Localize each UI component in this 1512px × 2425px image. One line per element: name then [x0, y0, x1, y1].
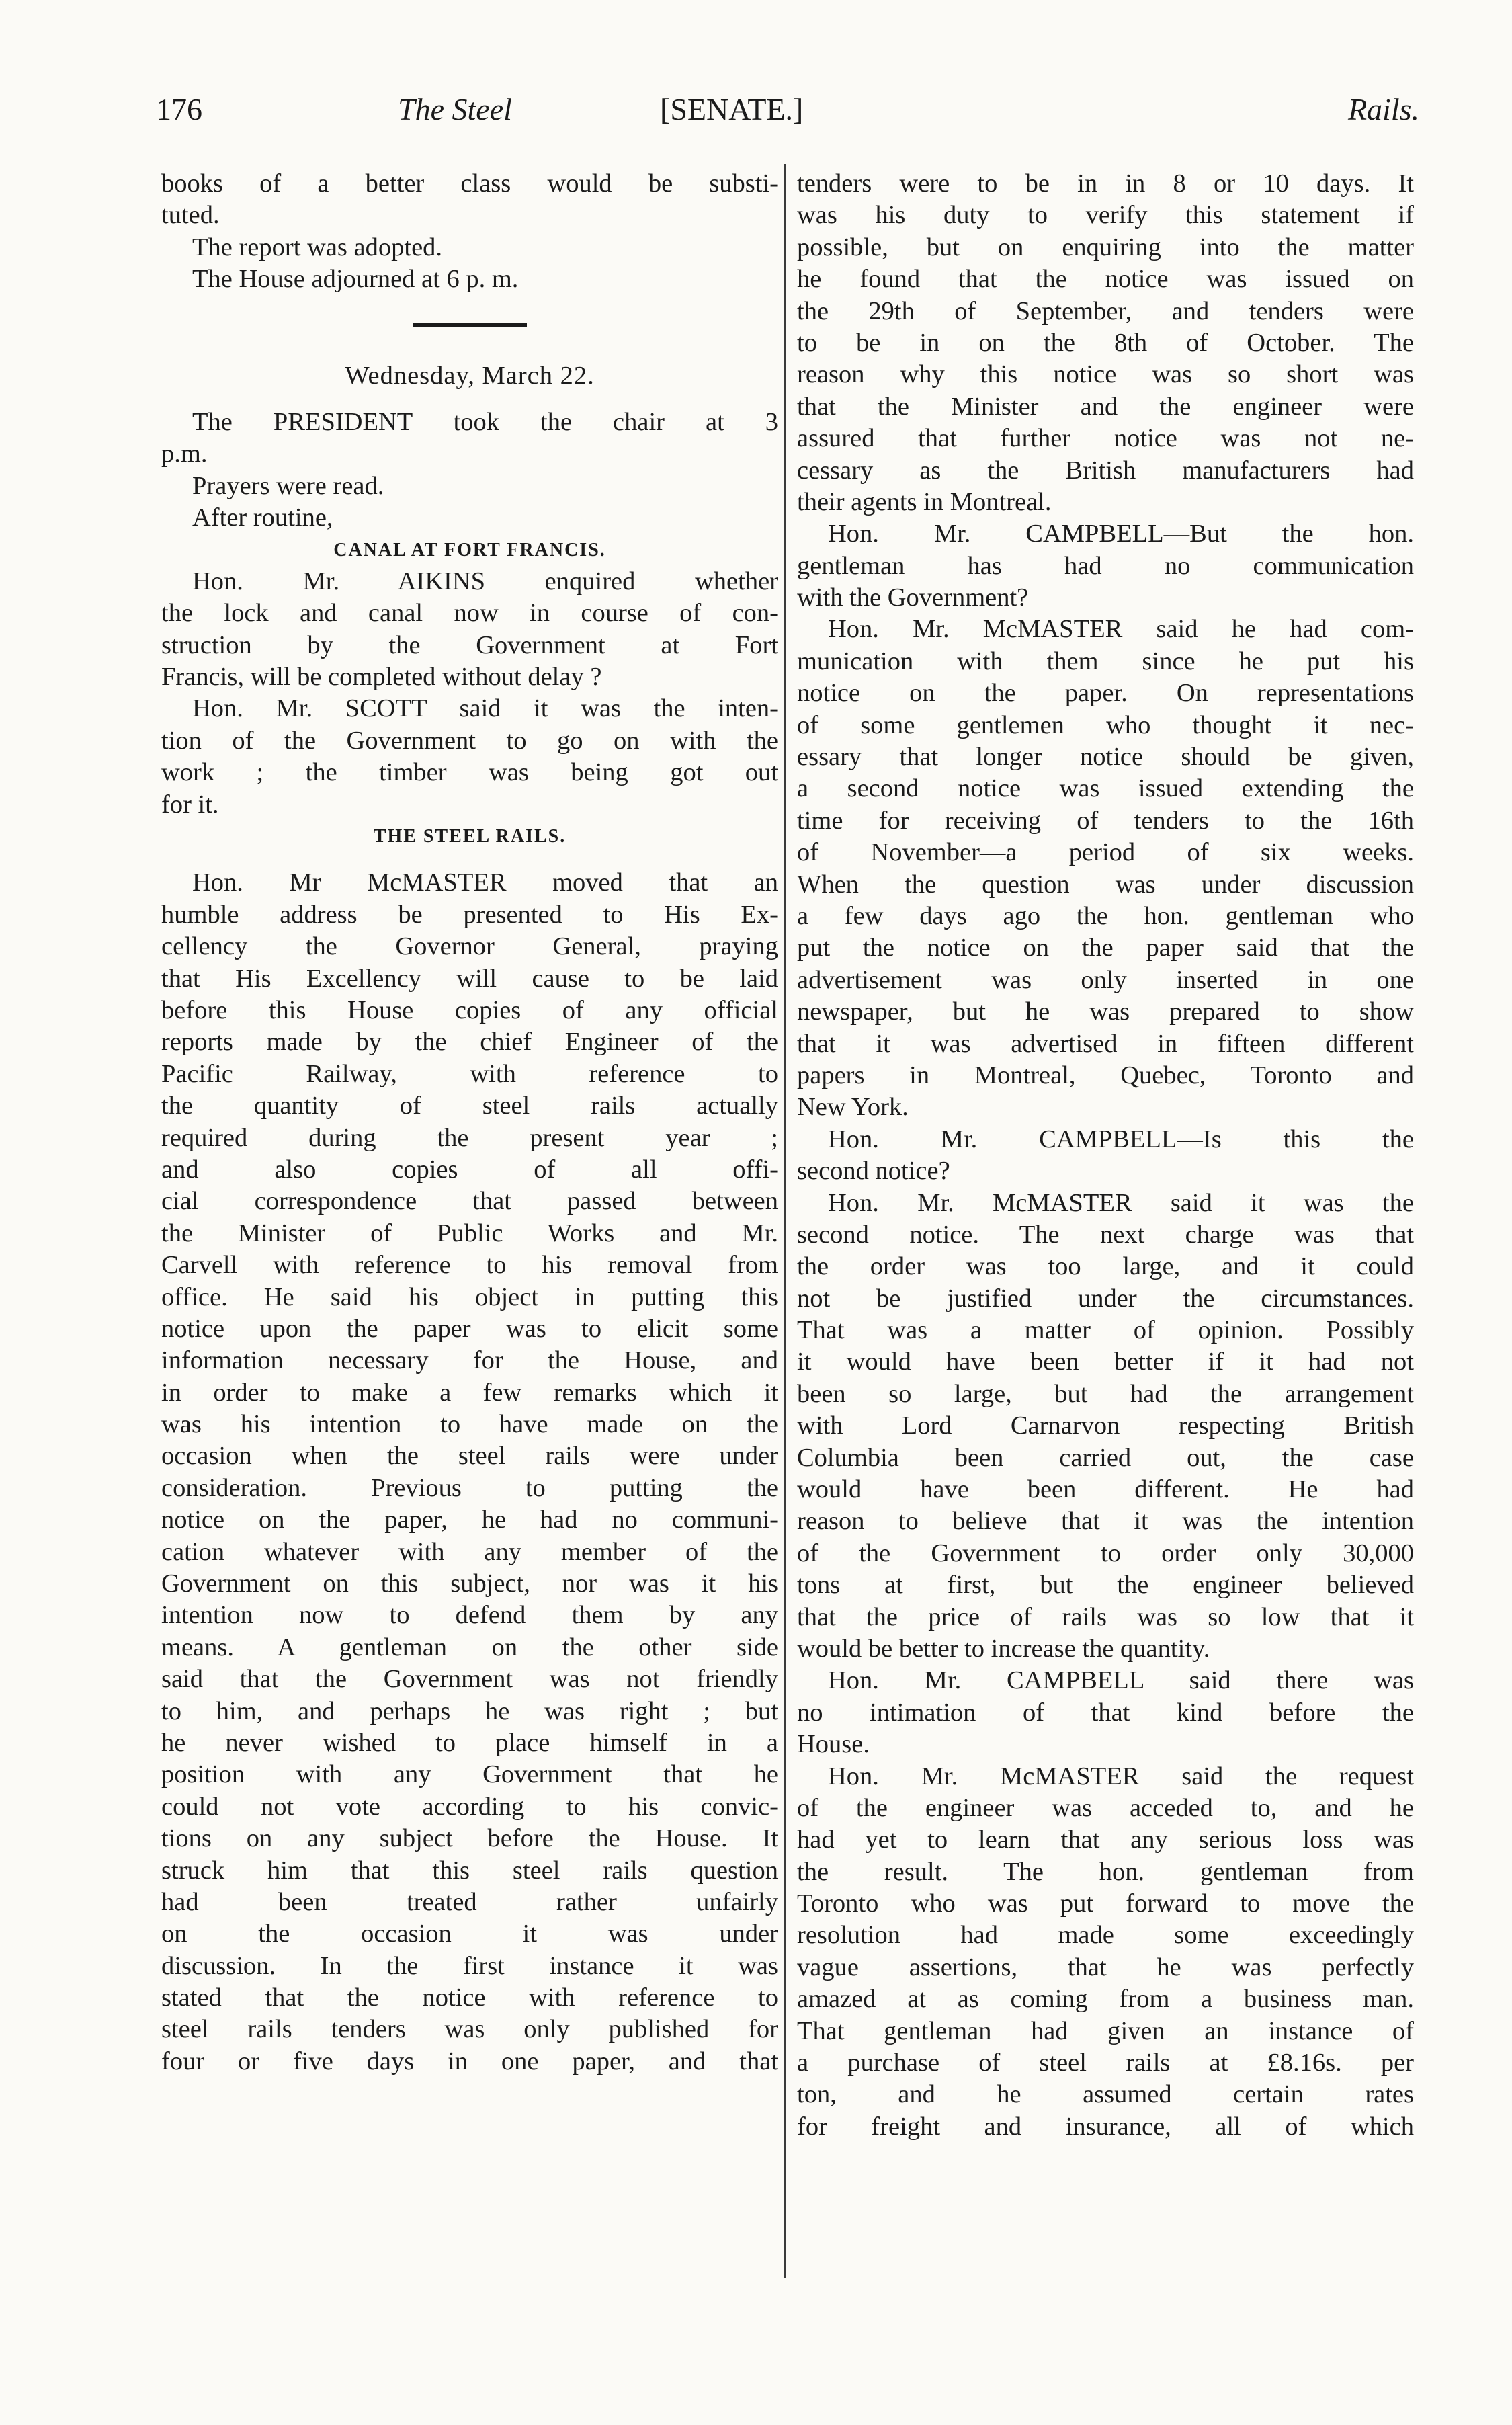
- text-line: After routine,: [192, 503, 333, 532]
- paragraph: [161, 566, 778, 694]
- text-line: struck him that this steel rails question: [161, 1856, 778, 1885]
- paragraph: [161, 263, 778, 295]
- text-line: Hon. Mr. CAMPBELL—Is this the: [828, 1124, 1414, 1153]
- text-line: notice on the paper. On representations: [797, 679, 1414, 708]
- text-line: Hon. Mr. CAMPBELL said there was: [828, 1666, 1414, 1695]
- paragraph: [161, 867, 778, 2078]
- text-line: Hon. Mr. McMASTER said it was the: [828, 1188, 1414, 1217]
- text-line: said that the Government was not friendly: [161, 1665, 778, 1694]
- right-column: [797, 168, 1414, 2143]
- text-line: discussion. In the first instance it was: [161, 1951, 778, 1980]
- text-line: a purchase of steel rails at £8.16s. per: [797, 2049, 1414, 2078]
- text-line: to be in on the 8th of October. The: [797, 328, 1414, 357]
- section-divider: [413, 323, 527, 327]
- text-line: would have been different. He had: [797, 1475, 1414, 1504]
- text-line: of the Government to order only 30,000: [797, 1538, 1414, 1567]
- text-line: When the question was under discussion: [797, 870, 1414, 899]
- text-line: Francis, will be completed without delay ?: [161, 663, 602, 692]
- paragraph: [161, 232, 778, 263]
- text-line: The House adjourned at 6 p. m.: [192, 265, 519, 294]
- text-line: Hon. Mr. CAMPBELL—But the hon.: [828, 520, 1414, 548]
- text-line: notice on the paper, he had no communi-: [161, 1506, 778, 1534]
- text-line: assured that further notice was not ne-: [797, 424, 1414, 453]
- text-line: of some gentlemen who thought it nec-: [797, 710, 1414, 739]
- page-header: [156, 91, 1419, 132]
- text-line: cessary as the British manufacturers had: [797, 456, 1414, 485]
- text-line: steel rails tenders was only published for: [161, 2015, 778, 2044]
- text-line: ton, and he assumed certain rates: [797, 2080, 1414, 2109]
- text-line: newspaper, but he was prepared to show: [797, 997, 1414, 1026]
- text-line: before this House copies of any official: [161, 995, 778, 1024]
- text-line: cation whatever with any member of the: [161, 1537, 778, 1566]
- text-line: to him, and perhaps he was right ; but: [161, 1696, 778, 1725]
- text-line: reason to believe that it was the intention: [797, 1507, 1414, 1536]
- text-line: New York.: [797, 1093, 909, 1122]
- text-line: p.m.: [161, 440, 208, 468]
- text-line: reports made by the chief Engineer of the: [161, 1028, 778, 1057]
- text-line: The report was adopted.: [192, 233, 443, 261]
- text-line: could not vote according to his convic-: [161, 1792, 778, 1821]
- text-line: reason why this notice was so short was: [797, 360, 1414, 389]
- text-line: office. He said his object in putting this: [161, 1282, 778, 1311]
- text-line: that the Minister and the engineer were: [797, 392, 1414, 421]
- paragraph: [797, 1188, 1414, 1666]
- text-line: for it.: [161, 790, 219, 819]
- text-line: Hon. Mr. SCOTT said it was the inten-: [192, 694, 778, 723]
- text-line: Toronto who was put forward to move the: [797, 1889, 1414, 1918]
- text-line: their agents in Montreal.: [797, 487, 1052, 516]
- text-line: vague assertions, that he was perfectly: [797, 1953, 1414, 1981]
- paragraph: [797, 1665, 1414, 1760]
- text-line: consideration. Previous to putting the: [161, 1473, 778, 1502]
- text-line: tenders were to be in in 8 or 10 days. It: [797, 169, 1414, 198]
- text-line: That gentleman had given an instance of: [797, 2016, 1414, 2045]
- text-line: Government on this subject, nor was it his: [161, 1569, 778, 1598]
- text-line: that His Excellency will cause to be laid: [161, 964, 778, 993]
- text-line: on the occasion it was under: [161, 1920, 778, 1948]
- section-heading: THE STEEL RAILS.: [373, 826, 566, 848]
- text-line: The PRESIDENT took the chair at 3: [192, 407, 778, 436]
- text-line: second notice. The next charge was that: [797, 1220, 1414, 1249]
- paragraph: [161, 168, 778, 232]
- text-line: would be better to increase the quantity.: [797, 1634, 1210, 1663]
- text-line: cellency the Governor General, praying: [161, 932, 778, 961]
- text-line: for freight and insurance, all of which: [797, 2112, 1414, 2141]
- paragraph: [161, 470, 778, 502]
- text-line: possible, but on enquiring into the matter: [797, 233, 1414, 261]
- paragraph: [161, 693, 778, 821]
- text-line: the quantity of steel rails actually: [161, 1092, 778, 1120]
- page-number: 176: [156, 92, 202, 126]
- text-line: no intimation of that kind before the: [797, 1698, 1414, 1727]
- text-line: Hon. Mr McMASTER moved that an: [192, 868, 778, 897]
- text-line: essary that longer notice should be given,: [797, 743, 1414, 772]
- text-line: had been treated rather unfairly: [161, 1887, 778, 1916]
- text-line: and also copies of all offi-: [161, 1155, 778, 1184]
- text-line: second notice?: [797, 1157, 950, 1186]
- text-line: that it was advertised in fifteen different: [797, 1029, 1414, 1058]
- text-line: Hon. Mr. McMASTER said the request: [828, 1762, 1414, 1791]
- text-line: Carvell with reference to his removal from: [161, 1251, 778, 1280]
- text-line: papers in Montreal, Quebec, Toronto and: [797, 1061, 1414, 1090]
- text-line: amazed at as coming from a business man.: [797, 1985, 1414, 2014]
- paragraph: [797, 518, 1414, 614]
- text-line: resolution had made some exceedingly: [797, 1921, 1414, 1950]
- text-line: gentleman has had no communication: [797, 551, 1414, 580]
- text-line: had yet to learn that any serious loss was: [797, 1825, 1414, 1854]
- text-line: That was a matter of opinion. Possibly: [797, 1316, 1414, 1345]
- text-line: in order to make a few remarks which it: [161, 1378, 778, 1407]
- text-line: with Lord Carnarvon respecting British: [797, 1411, 1414, 1440]
- text-line: tuted.: [161, 201, 220, 230]
- text-line: munication with them since he put his: [797, 647, 1414, 675]
- text-line: information necessary for the House, and: [161, 1346, 778, 1375]
- text-line: required during the present year ;: [161, 1123, 778, 1152]
- text-line: was his intention to have made on the: [161, 1410, 778, 1439]
- text-line: the Minister of Public Works and Mr.: [161, 1219, 778, 1247]
- text-line: Hon. Mr. AIKINS enquired whether: [192, 567, 778, 595]
- text-line: means. A gentleman on the other side: [161, 1633, 778, 1661]
- text-line: books of a better class would be substi-: [161, 169, 778, 198]
- paragraph: [161, 407, 778, 470]
- text-line: the result. The hon. gentleman from: [797, 1857, 1414, 1886]
- text-line: humble address be presented to His Ex-: [161, 900, 778, 929]
- text-line: that the price of rails was so low that it: [797, 1602, 1414, 1631]
- text-line: tion of the Government to go on with the: [161, 726, 778, 755]
- text-line: work ; the timber was being got out: [161, 758, 778, 787]
- paragraph: [797, 168, 1414, 518]
- text-line: put the notice on the paper said that the: [797, 934, 1414, 962]
- text-line: was his duty to verify this statement if: [797, 201, 1414, 230]
- text-line: with the Government?: [797, 583, 1029, 612]
- text-line: the order was too large, and it could: [797, 1252, 1414, 1281]
- text-line: notice upon the paper was to elicit some: [161, 1314, 778, 1343]
- text-line: four or five days in one paper, and that: [161, 2047, 778, 2075]
- text-line: tons at first, but the engineer believed: [797, 1571, 1414, 1600]
- running-title-right: Rails.: [1347, 92, 1419, 126]
- paragraph: [797, 614, 1414, 1123]
- text-line: it would have been better if it had not: [797, 1348, 1414, 1376]
- text-line: Hon. Mr. McMASTER said he had com-: [828, 615, 1414, 644]
- text-line: House.: [797, 1730, 870, 1759]
- text-line: stated that the notice with reference to: [161, 1983, 778, 2012]
- text-line: position with any Government that he: [161, 1760, 778, 1789]
- text-line: a few days ago the hon. gentleman who: [797, 901, 1414, 930]
- left-column: [161, 168, 778, 2078]
- text-line: cial correspondence that passed between: [161, 1187, 778, 1216]
- text-line: time for receiving of tenders to the 16th: [797, 806, 1414, 835]
- text-line: the 29th of September, and tenders were: [797, 296, 1414, 325]
- paragraph: [161, 502, 778, 534]
- text-line: occasion when the steel rails were under: [161, 1442, 778, 1471]
- spacer: [161, 852, 778, 867]
- text-line: advertisement was only inserted in one: [797, 965, 1414, 994]
- text-line: intention now to defend them by any: [161, 1601, 778, 1630]
- text-line: not be justified under the circumstances.: [797, 1284, 1414, 1313]
- sitting-date: Wednesday, March 22.: [345, 361, 595, 390]
- text-line: struction by the Government at Fort: [161, 630, 778, 659]
- text-line: he never wished to place himself in a: [161, 1728, 778, 1757]
- column-divider: [784, 164, 786, 2278]
- spacer: [161, 392, 778, 407]
- text-line: a second notice was issued extending the: [797, 774, 1414, 803]
- text-line: of November—a period of six weeks.: [797, 838, 1414, 867]
- paragraph: [797, 1124, 1414, 1188]
- text-line: been so large, but had the arrangement: [797, 1379, 1414, 1408]
- text-line: tions on any subject before the House. It: [161, 1824, 778, 1853]
- text-line: he found that the notice was issued on: [797, 265, 1414, 294]
- running-title-left: The Steel: [398, 92, 512, 126]
- text-line: Prayers were read.: [192, 471, 384, 500]
- text-line: Columbia been carried out, the case: [797, 1443, 1414, 1472]
- text-line: Pacific Railway, with reference to: [161, 1059, 778, 1088]
- text-line: of the engineer was acceded to, and he: [797, 1793, 1414, 1822]
- running-title-center: [SENATE.]: [660, 92, 804, 126]
- paragraph: [797, 1761, 1414, 2143]
- section-heading: CANAL AT FORT FRANCIS.: [333, 539, 606, 561]
- text-line: the lock and canal now in course of con-: [161, 599, 778, 628]
